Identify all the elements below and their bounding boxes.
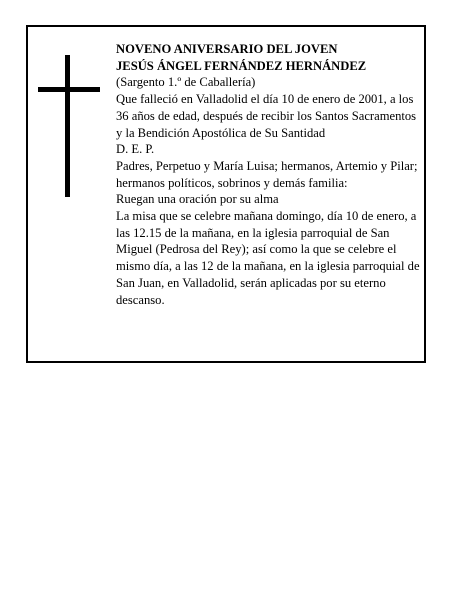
obituary-notice: [26, 25, 426, 363]
notice-prayer-request: Ruegan una oración por su alma: [116, 192, 279, 207]
notice-death-paragraph: Que falleció en Valladolid el día 10 de enero de 2001, a los 36 años de edad, después de recibir los Santos Sacramentos y la Bendición Apostólica de Su Santidad: [116, 92, 417, 140]
cross-vertical-bar: [65, 55, 70, 197]
notice-rank: (Sargento 1.º de Caballería): [116, 75, 256, 90]
notice-mass-paragraph: La misa que se celebre mañana domingo, día 10 de enero, a las 12.15 de la mañana, en la iglesia parroquial de San Miguel (Pedrosa del Rey); así como la que se celebre el mismo día, a las 12 de la mañana, en la iglesia parroquial de San Juan, en Valladolid, serán aplicadas por su eterno descanso.: [116, 209, 420, 307]
notice-title-line-2: JESÚS ÁNGEL FERNÁNDEZ HERNÁNDEZ: [116, 58, 367, 73]
notice-dep: D. E. P.: [116, 142, 155, 157]
cross-horizontal-bar: [38, 87, 100, 92]
cross-icon: [38, 55, 100, 197]
notice-title-line-1: NOVENO ANIVERSARIO DEL JOVEN: [116, 42, 338, 56]
notice-family-paragraph: Padres, Perpetuo y María Luisa; hermanos, Artemio y Pilar; hermanos políticos, sobrinos y demás familia:: [116, 158, 418, 190]
notice-text: [116, 41, 422, 308]
